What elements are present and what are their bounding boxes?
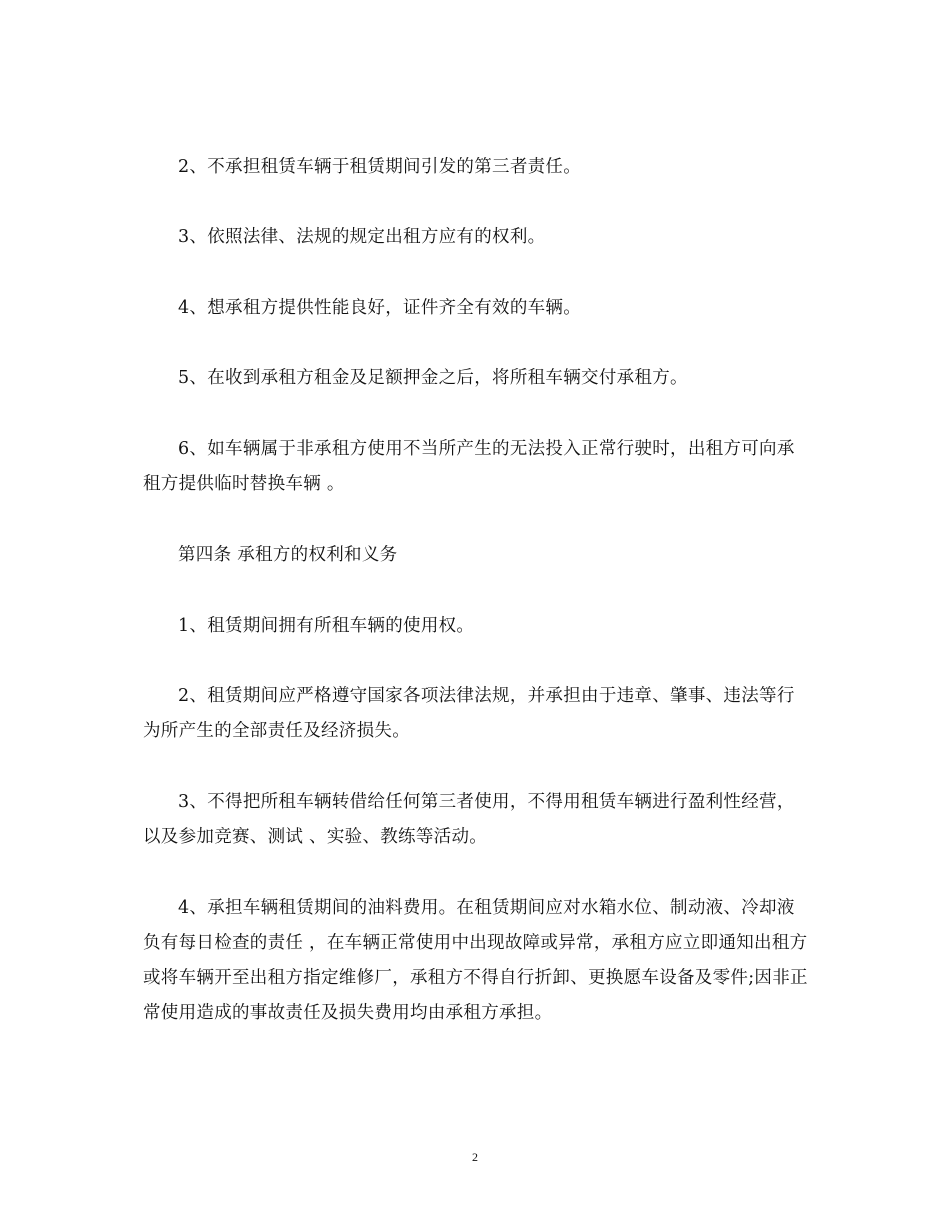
paragraph-lessee-clause-1: 1、租赁期间拥有所租车辆的使用权。	[178, 616, 475, 636]
paragraph-lessee-clause-3: 3、不得把所租车辆转借给任何第三者使用，不得用租赁车辆进行盈利性经营，以及参加竞赛、测试 、实验、教练等活动。	[143, 792, 795, 847]
paragraph-lessor-clause-6: 6、如车辆属于非承租方使用不当所产生的无法投入正常行驶时，出租方可向承租方提供临时替换车辆 。	[143, 439, 795, 494]
paragraph-lessor-clause-4: 4、想承租方提供性能良好，证件齐全有效的车辆。	[178, 298, 582, 318]
paragraph-lessee-clause-2: 2、租赁期间应严格遵守国家各项法律法规，并承担由于违章、肇事、违法等行为所产生的全部责任及经济损失。	[143, 686, 795, 741]
paragraph-lessee-clause-4: 4、承担车辆租赁期间的油料费用。在租赁期间应对水箱水位、制动液、冷却液负有每日检查的责任 ，在车辆正常使用中出现故障或异常，承租方应立即通知出租方或将车辆开至出租方指定维修厂，承租方不得自行折卸、更换愿车设备及零件;因非正常使用造成的事故责任及损失费用均由承租方承担。	[143, 898, 808, 1023]
page-number: 2	[472, 1150, 478, 1164]
paragraph-lessor-clause-3: 3、依照法律、法规的规定出租方应有的权利。	[178, 227, 546, 247]
paragraph-lessor-clause-5: 5、在收到承租方租金及足额押金之后，将所租车辆交付承租方。	[178, 368, 688, 388]
section-heading-article-4: 第四条 承租方的权利和义务	[178, 545, 398, 565]
paragraph-lessor-clause-2: 2、不承担租赁车辆于租赁期间引发的第三者责任。	[178, 157, 582, 177]
